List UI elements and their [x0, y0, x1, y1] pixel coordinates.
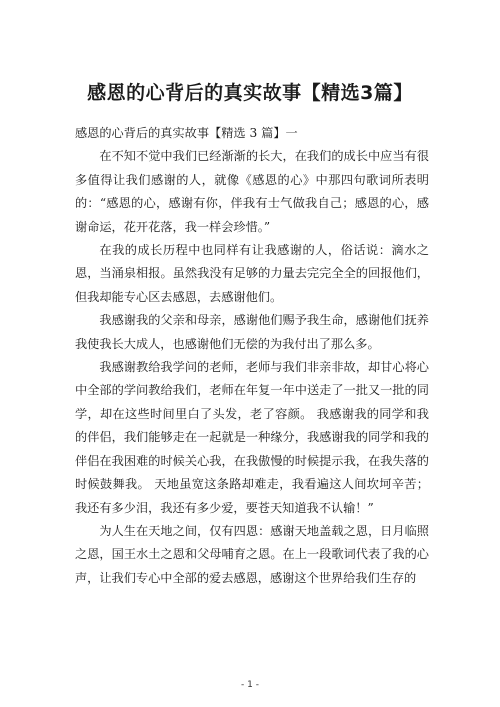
paragraph-1: 在不知不觉中我们已经渐渐的长大，在我们的成长中应当有很多值得让我们感谢的人，就像《感恩的心》中那四句歌词所表明的：“感恩的心，感谢有你，伴我有士气做我自己；感恩的心，感谢命运，花开花落，我一样会珍惜。” [75, 149, 429, 234]
paragraph-2: 在我的成长历程中也同样有让我感谢的人，俗话说：滴水之恩，当涌泉相报。虽然我没有足够的力量去完完全全的回报他们，但我却能专心区去感恩，去感谢他们。 [75, 243, 429, 304]
paragraph-3: 我感谢我的父亲和母亲，感谢他们赐予我生命，感谢他们抚养我使我长大成人，也感谢他们无偿的为我付出了那么多。 [75, 313, 429, 351]
document-title: 感恩的心背后的真实故事【精选3篇】 [87, 82, 413, 104]
paragraph-5: 为人生在天地之间，仅有四恩：感谢天地盖载之恩，日月临照之恩，国王水土之恩和父母哺育之恩。在上一段歌词代表了我的心声，让我们专心中全部的爱去感恩，感谢这个世界给我们生存的 [75, 523, 429, 585]
paragraph-4: 我感谢教给我学问的老师，老师与我们非亲非故，却甘心将心中全部的学问教给我们，老师在年复一年中送走了一批又一批的同学，却在这些时间里白了头发，老了容颜。 我感谢我的同学和我的伴侣，我们能够走在一起就是一种缘分，我感谢我的同学和我的伴侣在我困难的时候关心我，在我傲慢的时候提示我，在我失落的时候鼓舞我。 天地虽宽这条路却难走，我看遍这人间坎坷辛苦；我还有多少泪，我还有多少爱，要苍天知道我不认输！” [75, 360, 429, 515]
page-number: - 1 - [241, 680, 259, 690]
document-subtitle: 感恩的心背后的真实故事【精选 3 篇】一 [75, 126, 298, 140]
document-body [75, 122, 429, 590]
